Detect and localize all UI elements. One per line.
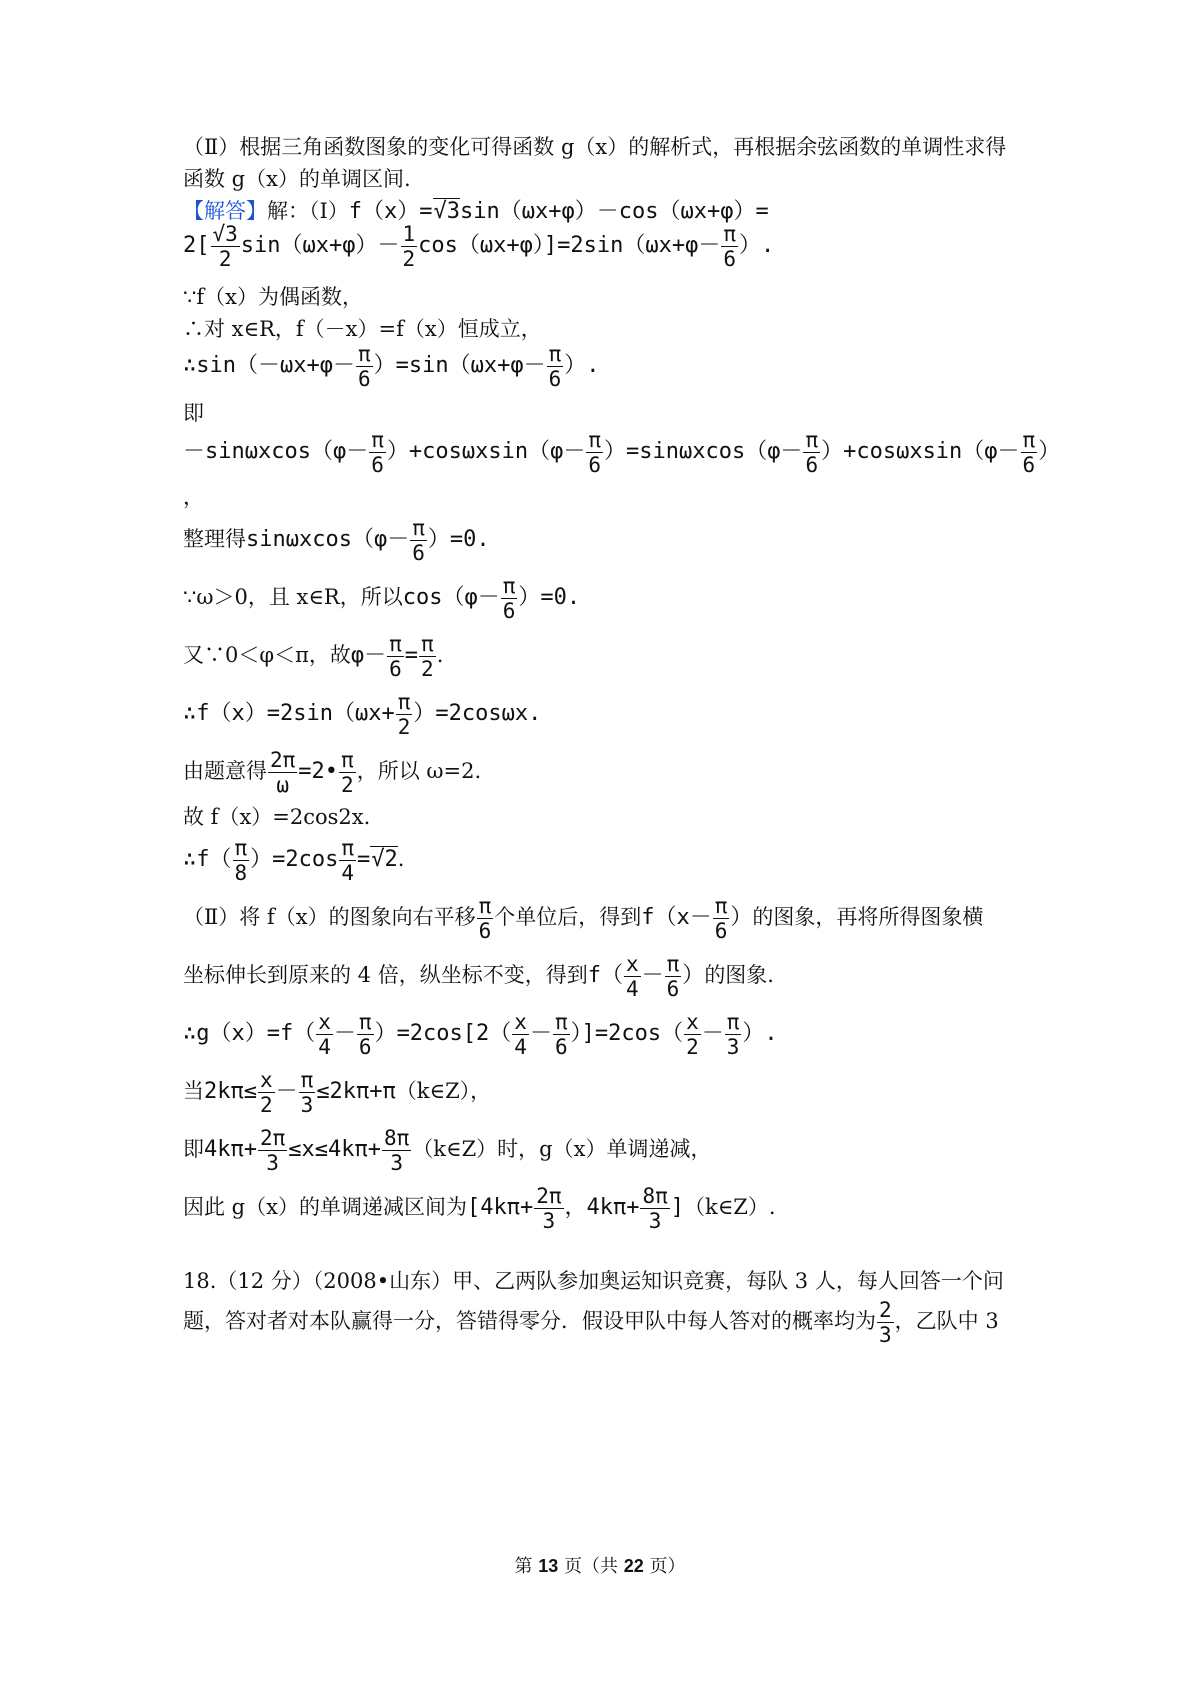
expr: －sinωxcos（φ－ xyxy=(183,439,369,464)
fraction: $\frac{x}{2}$ xyxy=(686,1010,699,1059)
fraction: $\frac{\pi}{6}$ xyxy=(358,1010,372,1059)
expr: φ－ xyxy=(350,643,387,668)
fraction: $\frac{2\pi}{\omega}$ xyxy=(270,748,296,797)
answer-line-21 xyxy=(183,1184,776,1233)
expr: ）=2cos[2（ xyxy=(374,1021,512,1046)
expr: ] xyxy=(670,1195,685,1220)
sqrt-3: √3 xyxy=(433,199,461,224)
answer-line-6: 即 xyxy=(183,401,204,425)
expr: sin（ωx+φ）－cos（ωx+φ）= xyxy=(460,199,769,224)
answer-line-15 xyxy=(183,836,404,885)
fraction: $\frac{x}{4}$ xyxy=(514,1010,527,1059)
fraction: $\frac{\pi}{6}$ xyxy=(478,894,492,943)
answer-line-7 xyxy=(183,428,1060,477)
answer-line-17 xyxy=(183,952,774,1001)
fraction: $\frac{\pi}{6}$ xyxy=(389,632,402,681)
text: ∵ω＞0，且 x∈R，所以 xyxy=(183,585,403,609)
text: 因此 g（x）的单调递减区间为 xyxy=(183,1195,467,1219)
text: 整理得 xyxy=(183,527,246,551)
expr: ）=2cosωx. xyxy=(413,701,542,726)
analysis-line-2: 函数 g（x）的单调区间. xyxy=(183,167,411,191)
expr: [4kπ+ xyxy=(466,1195,534,1220)
text: （k∈Z）时，g（x）单调递减， xyxy=(412,1137,712,1161)
expr: =2• xyxy=(298,759,339,784)
expr: ） xyxy=(682,963,705,988)
expr: ∴sin（－ωx+φ－ xyxy=(183,353,355,378)
fraction: $\frac{\pi}{3}$ xyxy=(300,1068,314,1117)
text: . xyxy=(397,847,405,871)
expr: ）. xyxy=(739,233,775,258)
fraction: $\frac{\pi}{6}$ xyxy=(371,428,384,477)
page-footer: 第 13 页（共 22 页） xyxy=(514,1556,686,1577)
fraction: $\frac{\pi}{2}$ xyxy=(421,632,434,681)
question-18-line-1: 18.（12 分）（2008•山东）甲、乙两队参加奥运知识竞赛，每队 3 人，每人回答一个问 xyxy=(183,1269,1004,1293)
fraction: $\frac{\pi}{6}$ xyxy=(666,952,680,1001)
text: 题，答对者对本队赢得一分，答错得零分．假设甲队中每人答对的概率均为 xyxy=(183,1309,876,1333)
expr: ）+cosωxsin（φ－ xyxy=(821,439,1020,464)
fraction: $\frac{2\pi}{3}$ xyxy=(259,1126,286,1175)
expr: cos（φ－ xyxy=(402,585,500,610)
expr: cos（ωx+φ）]=2sin（ωx+φ－ xyxy=(418,233,721,258)
expr: f（x－ xyxy=(641,905,712,930)
expr: f（x）= xyxy=(348,199,433,224)
expr: ，4kπ+ xyxy=(564,1195,640,1220)
fraction: $\frac{1}{2}$ xyxy=(402,222,416,271)
answer-line-18 xyxy=(183,1010,778,1059)
expr: = xyxy=(404,643,419,668)
expr: ）=sin（ωx+φ－ xyxy=(373,353,546,378)
expr: f（ xyxy=(587,963,623,988)
expr: ∴g（x）=f（ xyxy=(183,1021,316,1046)
expr: 2kπ≤ xyxy=(204,1079,257,1104)
fraction: $\frac{\pi}{6}$ xyxy=(805,428,819,477)
expr: 4kπ+ xyxy=(204,1137,257,1162)
analysis-line-1: （Ⅱ）根据三角函数图象的变化可得函数 g（x）的解析式，再根据余弦函数的单调性求得 xyxy=(183,135,1007,159)
expr: － xyxy=(641,963,664,988)
fraction: $\frac{\pi}{4}$ xyxy=(341,836,355,885)
answer-line-5 xyxy=(183,342,600,391)
answer-line-8: ， xyxy=(183,485,204,509)
text: 由题意得 xyxy=(183,759,267,783)
text: ，乙队中 3 xyxy=(894,1309,999,1333)
expr: ） xyxy=(730,905,753,930)
fraction: $\frac{\pi}{3}$ xyxy=(726,1010,740,1059)
expr: ∴f（x）=2sin（ωx+ xyxy=(183,701,395,726)
fraction: $\frac{\pi}{8}$ xyxy=(234,836,248,885)
sqrt-2: √2 xyxy=(371,847,398,872)
answer-line-11 xyxy=(183,632,443,681)
text: 的图象，再将所得图象横 xyxy=(752,905,984,929)
fraction: $\frac{8\pi}{3}$ xyxy=(384,1126,410,1175)
answer-line-2 xyxy=(183,222,774,271)
fraction: $\frac{\pi}{6}$ xyxy=(714,894,728,943)
fraction: $\frac{8\pi}{3}$ xyxy=(642,1184,668,1233)
fraction: $\frac{x}{4}$ xyxy=(318,1010,331,1059)
expr: － xyxy=(529,1021,552,1046)
fraction: $\frac{\pi}{6}$ xyxy=(723,222,736,271)
answer-line-10 xyxy=(183,574,580,623)
text: 坐标伸长到原来的 4 倍，纵坐标不变，得到 xyxy=(183,963,588,987)
fraction: $\frac{\pi}{6}$ xyxy=(412,516,425,565)
expr: ）=0. xyxy=(518,585,581,610)
answer-intro: 解：（Ⅰ） xyxy=(267,199,349,223)
fraction: $\frac{\pi}{6}$ xyxy=(554,1010,568,1059)
expr: － xyxy=(333,1021,356,1046)
fraction: $\frac{\pi}{6}$ xyxy=(1022,428,1036,477)
expr: ）=sinωxcos（φ－ xyxy=(603,439,803,464)
text: 即 xyxy=(183,1137,204,1161)
fraction: $\frac{2\pi}{3}$ xyxy=(536,1184,562,1233)
answer-line-16 xyxy=(183,894,983,943)
expr: ）. xyxy=(564,353,600,378)
total-pages: 22 xyxy=(623,1556,644,1576)
expr: ）]=2cos（ xyxy=(570,1021,684,1046)
expr: ）=2cos xyxy=(250,847,339,872)
expr: ≤2kπ+π xyxy=(316,1079,396,1104)
question-18-line-2 xyxy=(183,1298,999,1347)
expr: － xyxy=(275,1079,298,1104)
expr: ∴f（ xyxy=(183,847,232,872)
answer-tag: 【解答】 xyxy=(183,199,267,223)
text: （k∈Z）， xyxy=(395,1079,492,1103)
expr: ）=0. xyxy=(427,527,490,552)
answer-line-14: 故 f（x）=2cos2x. xyxy=(183,805,371,829)
expr: ）. xyxy=(742,1021,778,1046)
text: 个单位后，得到 xyxy=(494,905,642,929)
text: （Ⅱ）将 f（x）的图象向右平移 xyxy=(183,905,476,929)
answer-line-4: ∴对 x∈R，f（－x）=f（x）恒成立， xyxy=(183,317,542,341)
text: . xyxy=(436,643,444,667)
fraction: $\frac{\pi}{2}$ xyxy=(397,690,411,739)
expr: ）+cosωxsin（φ－ xyxy=(386,439,586,464)
current-page: 13 xyxy=(538,1556,559,1576)
fraction: $\frac{\pi}{6}$ xyxy=(548,342,562,391)
expr: 2[ xyxy=(183,233,210,258)
text: （k∈Z）. xyxy=(684,1195,776,1219)
answer-line-12 xyxy=(183,690,541,739)
fraction: $\frac{x}{4}$ xyxy=(625,952,639,1001)
expr: sinωxcos（φ－ xyxy=(246,527,410,552)
answer-line-13 xyxy=(183,748,481,797)
answer-line-9 xyxy=(183,516,490,565)
fraction: $\frac{\pi}{6}$ xyxy=(588,428,601,477)
fraction: $\frac{√3}{2}$ xyxy=(212,222,238,271)
answer-line-19 xyxy=(183,1068,491,1117)
expr: sin（ωx+φ）－ xyxy=(240,233,400,258)
fraction: $\frac{x}{2}$ xyxy=(259,1068,273,1117)
text: 的图象. xyxy=(704,963,774,987)
expr: ） xyxy=(1038,439,1061,464)
text: 当 xyxy=(183,1079,204,1103)
expr: ≤x≤4kπ+ xyxy=(288,1137,381,1162)
fraction: $\frac{2}{3}$ xyxy=(879,1298,892,1347)
text: 又∵0＜φ＜π，故 xyxy=(183,643,351,667)
fraction: $\frac{\pi}{6}$ xyxy=(357,342,371,391)
fraction: $\frac{\pi}{2}$ xyxy=(341,748,354,797)
answer-line-20 xyxy=(183,1126,711,1175)
expr: － xyxy=(701,1021,724,1046)
expr: = xyxy=(357,847,371,872)
fraction: $\frac{\pi}{6}$ xyxy=(502,574,516,623)
answer-line-3: ∵f（x）为偶函数， xyxy=(183,285,363,309)
text: ，所以 ω=2. xyxy=(356,759,482,783)
